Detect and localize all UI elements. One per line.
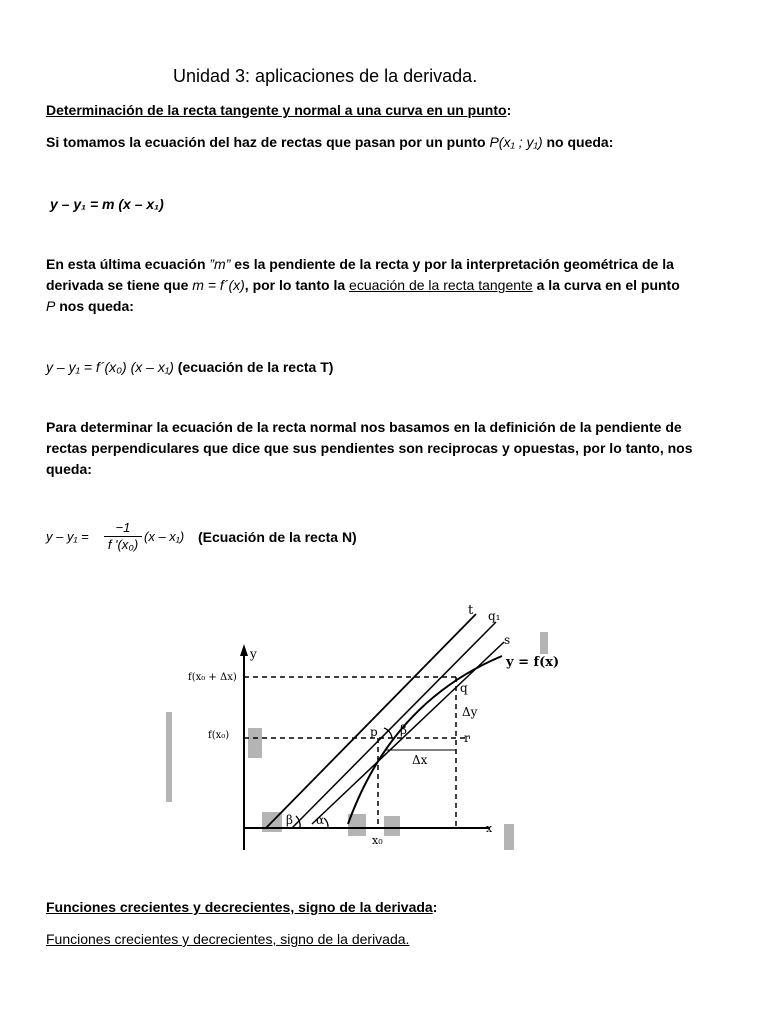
m-symbol: ”m” xyxy=(209,256,231,272)
label-s: s xyxy=(504,633,511,647)
normal-eq-lhs: y – y₁ = xyxy=(46,529,89,544)
point-label-p: P xyxy=(46,298,56,314)
label-r: r xyxy=(464,731,470,745)
label-beta-p: β xyxy=(400,723,407,737)
secant-line-q1 xyxy=(292,622,496,828)
normal-eq-rhs: (x – x₁) xyxy=(144,529,185,544)
paragraph-slope-line2 xyxy=(46,277,680,293)
para2-line3-text: nos queda: xyxy=(55,298,134,314)
tangent-line-t xyxy=(266,614,476,828)
label-beta: β xyxy=(286,813,293,827)
normal-eq-fraction xyxy=(104,520,142,552)
para2-text-b: es la pendiente de la recta y por la interpretación geométrica de la xyxy=(230,256,674,272)
fraction-denominator: f '(x₀) xyxy=(107,537,139,552)
label-delta-x: Δx xyxy=(412,753,428,767)
para2-line2-a: derivada se tiene que xyxy=(46,277,193,293)
heading-colon: : xyxy=(506,102,512,118)
section-heading-text: Determinación de la recta tangente y normal a una curva en un punto xyxy=(46,102,507,118)
section-heading-monotonic-repeat xyxy=(46,931,409,947)
label-x0: x₀ xyxy=(372,834,383,847)
secant-line-s xyxy=(312,642,504,824)
label-y-axis: y xyxy=(250,647,257,661)
angle-arc-alpha xyxy=(324,818,328,828)
heading2-colon: : xyxy=(432,899,438,915)
label-q: q xyxy=(460,681,468,695)
paragraph-slope-line3 xyxy=(46,298,134,314)
para1-text: Si tomamos la ecuación del haz de rectas que pasan por un punto xyxy=(46,134,490,150)
scan-noise xyxy=(166,632,548,850)
para2-text-a: En esta última ecuación xyxy=(46,256,210,272)
tangent-diagram xyxy=(152,592,560,860)
label-x-axis: x xyxy=(486,822,493,835)
label-alpha: α xyxy=(316,813,325,827)
label-y-func: y = f(x) xyxy=(506,655,560,670)
section-heading-monotonic xyxy=(46,899,437,915)
tangent-formula: y – y₁ = f´(x₀) (x – x₁) xyxy=(46,359,174,375)
tangent-equation-term: ecuación de la recta tangente xyxy=(349,277,533,293)
paragraph-slope-line1 xyxy=(46,256,674,272)
heading2-text: Funciones crecientes y decrecientes, signo de la derivada xyxy=(46,899,433,915)
paragraph-intro xyxy=(46,134,613,150)
label-q1: q₁ xyxy=(488,609,501,623)
label-f-x0-dx: f(x₀ + Δx) xyxy=(188,672,237,683)
para2-line2-c: a la curva en el punto xyxy=(532,277,680,293)
fraction-numerator: −1 xyxy=(104,520,142,537)
slope-formula: m = f´(x) xyxy=(192,277,245,293)
curve-f xyxy=(348,656,502,824)
para2-line2-b: , por lo tanto la xyxy=(244,277,350,293)
paragraph-normal-line3: queda: xyxy=(46,461,92,477)
para1-end: no queda: xyxy=(542,134,614,150)
paragraph-normal-line2: rectas perpendiculares que dice que sus pendientes son reciprocas y opuestas, por lo tanto, nos xyxy=(46,440,693,456)
label-p: p xyxy=(370,725,378,739)
page-title: Unidad 3: aplicaciones de la derivada. xyxy=(173,66,478,86)
tangent-formula-label: (ecuación de la recta T) xyxy=(173,359,334,375)
guide-lines xyxy=(244,677,470,828)
y-axis-arrow xyxy=(240,644,248,656)
equation-tangent-line xyxy=(46,359,333,375)
label-delta-y: Δy xyxy=(462,705,478,719)
label-t: t xyxy=(468,603,474,618)
label-f-x0: f(x₀) xyxy=(208,730,230,741)
paragraph-normal-line1: Para determinar la ecuación de la recta normal nos basamos en la definición de la pendiente de xyxy=(46,419,682,435)
equation-line-bundle: y – y₁ = m (x – x₁) xyxy=(50,196,164,212)
point-p: P(x₁ ; y₁) xyxy=(489,134,543,150)
tangent-diagram-svg xyxy=(152,592,560,860)
heading3-text: Funciones crecientes y decrecientes, signo de la derivada. xyxy=(46,931,410,947)
section-heading-tangent xyxy=(46,102,511,118)
normal-eq-label: (Ecuación de la recta N) xyxy=(198,529,357,545)
